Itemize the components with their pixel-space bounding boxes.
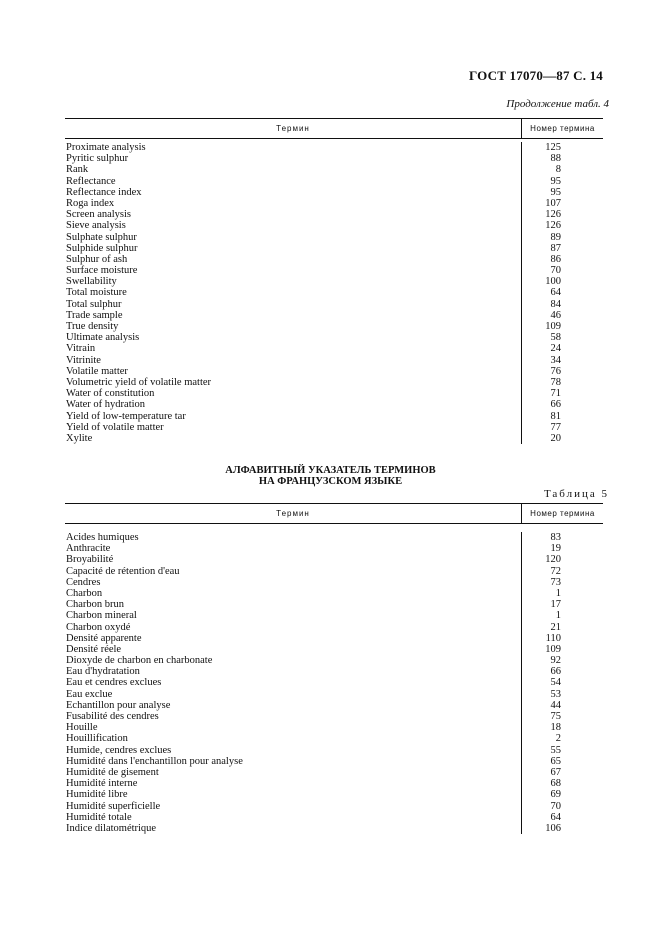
term-cell: Humidité dans l'enchantillon pour analyse [66, 755, 243, 767]
term-number-cell: 19 [550, 543, 561, 555]
term-cell: Rank [66, 164, 89, 176]
term-cell: Houillification [66, 733, 128, 745]
term-cell: Eau d'hydratation [66, 666, 140, 678]
term-cell: Volumetric yield of volatile matter [66, 376, 212, 388]
term-number-cell: 83 [550, 532, 561, 543]
term-number-cell: 70 [550, 800, 561, 812]
term-cell: Trade sample [66, 309, 123, 321]
term-cell: Total sulphur [66, 298, 122, 310]
term-cell: Xylite [66, 432, 93, 444]
term-cell: Reflectance index [66, 186, 142, 198]
term-cell: Sieve analysis [66, 220, 126, 232]
term-number-cell: 66 [550, 666, 561, 678]
term-number-cell: 70 [550, 265, 561, 277]
term-cell: Yield of low-temperature tar [66, 410, 186, 422]
term-cell: Densité réele [66, 643, 122, 655]
term-number-cell: 100 [545, 276, 561, 288]
term-number-cell: 66 [550, 399, 561, 411]
term-number-cell: 46 [550, 309, 561, 321]
term-number-cell: 72 [550, 565, 561, 577]
term-number-cell: 126 [545, 220, 561, 232]
term-cell: Houille [66, 722, 98, 734]
term-cell: Eau exclue [66, 688, 113, 700]
term-number-cell: 53 [550, 688, 561, 700]
term-number-cell: 109 [545, 643, 561, 655]
term-cell: Sulphate sulphur [66, 231, 137, 243]
term-number-cell: 81 [550, 410, 561, 422]
term-number-cell: 8 [555, 164, 561, 176]
table-5-header [65, 504, 603, 524]
term-cell: Humidité totale [66, 811, 132, 823]
term-number-cell: 75 [550, 711, 561, 722]
term-number-cell: 1 [555, 587, 561, 599]
term-cell: Reflectance [66, 175, 116, 187]
term-cell: Water of constitution [66, 388, 155, 400]
term-number-cell: 18 [550, 722, 561, 734]
term-number-cell: 125 [545, 142, 561, 153]
term-number-cell: 20 [550, 432, 561, 444]
term-number-cell: 21 [550, 621, 561, 633]
term-number-cell: 73 [550, 576, 561, 588]
term-number-cell: 68 [550, 778, 561, 790]
term-cell: Eau et cendres exclues [66, 677, 162, 689]
term-cell: Echantillon pour analyse [66, 699, 171, 711]
term-number-cell: 55 [550, 744, 561, 756]
term-cell: Capacité de rétention d'eau [66, 565, 180, 577]
term-number-cell: 84 [550, 298, 561, 310]
term-cell: Ultimate analysis [66, 332, 140, 344]
table-4-header [65, 119, 603, 139]
term-number-cell: 78 [550, 376, 561, 388]
table-continuation-label: Продолжение табл. 4 [506, 98, 609, 110]
term-number-cell: 77 [550, 421, 561, 433]
term-number-cell: 64 [550, 811, 561, 823]
term-number-cell: 92 [550, 655, 561, 667]
term-cell: Volatile matter [66, 365, 128, 377]
term-cell: Sulphur of ash [66, 253, 128, 265]
term-cell: Anthracite [66, 543, 111, 555]
term-number-cell: 107 [545, 197, 561, 209]
term-cell: Vitrain [66, 343, 96, 355]
term-cell: Water of hydration [66, 399, 146, 411]
term-cell: Charbon oxydé [66, 621, 131, 633]
term-number-cell: 1 [555, 610, 561, 622]
table-4-numbers-column [521, 142, 603, 444]
term-cell: True density [66, 321, 119, 332]
term-number-cell: 109 [545, 321, 561, 332]
column-header-number: Номер термина [521, 119, 603, 138]
term-cell: Humidité de gisement [66, 766, 159, 778]
term-cell: Cendres [66, 576, 101, 588]
term-cell: Indice dilatométrique [66, 822, 157, 834]
term-number-cell: 95 [550, 186, 561, 198]
term-cell: Humidité interne [66, 778, 138, 790]
term-number-cell: 69 [550, 789, 561, 801]
term-number-cell: 71 [550, 388, 561, 400]
section-title-line-2: НА ФРАНЦУЗСКОМ ЯЗЫКЕ [258, 476, 403, 487]
section-title-line-1: АЛФАВИТНЫЙ УКАЗАТЕЛЬ ТЕРМИНОВ [225, 465, 436, 476]
term-cell: Swellability [66, 276, 117, 288]
term-number-cell: 120 [545, 554, 561, 566]
term-cell: Total moisture [66, 287, 127, 299]
term-cell: Surface moisture [66, 265, 138, 277]
document-header: ГОСТ 17070—87 С. 14 [469, 68, 603, 83]
term-cell: Pyritic sulphur [66, 153, 129, 165]
table-4 [65, 118, 603, 444]
term-cell: Vitrinite [66, 354, 101, 366]
term-number-cell: 34 [550, 354, 561, 366]
term-cell: Humidité superficielle [66, 800, 161, 812]
table-5-numbers-column [521, 532, 603, 834]
term-number-cell: 58 [550, 332, 561, 344]
column-header-term: Термин [276, 124, 310, 133]
term-number-cell: 110 [545, 632, 561, 644]
term-cell: Broyabilité [66, 554, 114, 566]
table-5 [65, 503, 603, 834]
term-cell: Roga index [66, 197, 115, 209]
term-cell: Acides humiques [66, 532, 139, 543]
table-4-terms-column [65, 142, 521, 444]
table-5-label: Таблица 5 [543, 488, 609, 500]
term-number-cell: 2 [555, 733, 561, 745]
term-cell: Charbon [66, 587, 103, 599]
term-number-cell: 106 [545, 822, 561, 834]
term-number-cell: 76 [550, 365, 561, 377]
term-number-cell: 88 [550, 153, 561, 165]
term-number-cell: 95 [550, 175, 561, 187]
term-number-cell: 44 [550, 699, 561, 711]
term-number-cell: 87 [550, 242, 561, 254]
term-number-cell: 65 [550, 755, 561, 767]
term-cell: Densité apparente [66, 632, 142, 644]
term-cell: Fusabilité des cendres [66, 711, 159, 722]
term-number-cell: 54 [550, 677, 561, 689]
column-header-number: Номер термина [521, 504, 603, 523]
term-cell: Charbon brun [66, 599, 125, 611]
term-number-cell: 67 [550, 766, 561, 778]
section-title [0, 465, 661, 487]
term-number-cell: 64 [550, 287, 561, 299]
term-number-cell: 86 [550, 253, 561, 265]
term-cell: Humidité libre [66, 789, 128, 801]
term-number-cell: 89 [550, 231, 561, 243]
term-number-cell: 126 [545, 209, 561, 221]
term-cell: Dioxyde de charbon en charbonate [66, 655, 213, 667]
term-cell: Yield of volatile matter [66, 421, 164, 433]
term-cell: Humide, cendres exclues [66, 744, 172, 756]
term-cell: Charbon mineral [66, 610, 137, 622]
column-header-term: Термин [276, 509, 310, 518]
term-cell: Proximate analysis [66, 142, 146, 153]
term-number-cell: 24 [550, 343, 561, 355]
table-5-terms-column [65, 532, 521, 834]
term-cell: Screen analysis [66, 209, 132, 221]
term-cell: Sulphide sulphur [66, 242, 138, 254]
term-number-cell: 17 [550, 599, 561, 611]
